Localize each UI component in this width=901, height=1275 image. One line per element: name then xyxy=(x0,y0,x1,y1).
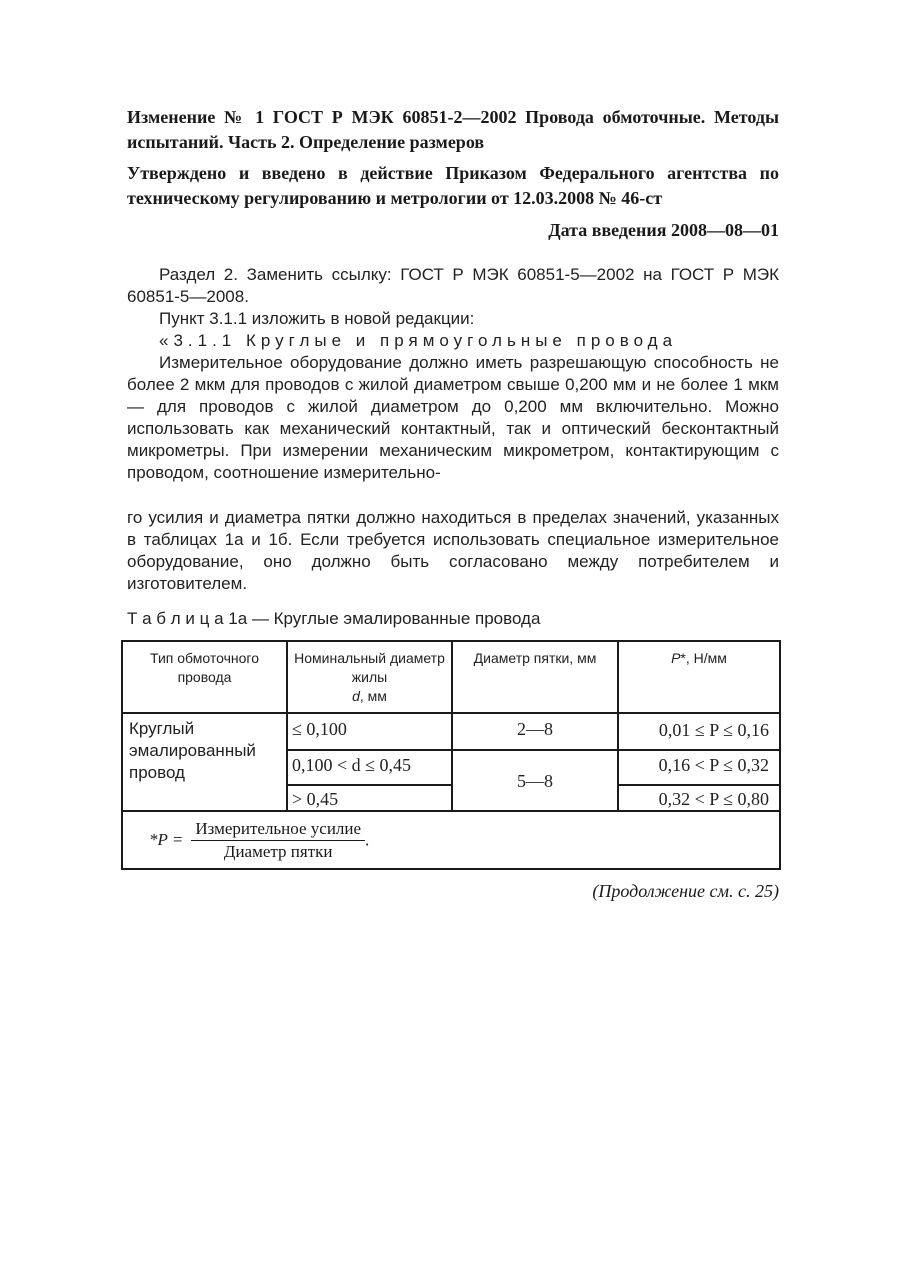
equipment-paragraph: Измерительное оборудование должно иметь разрешающую способность не более 2 мкм для проводов с жилой диаметром свыше 0,200 мм и не более 1 мкм — для проводов с жилой диаметром до 0,200 мм включительно. Можно использовать как механический контактный, так и оптический бесконтактный микрометры. При измерении механическим микрометром, контактирующим с проводом, соотношение измерительно- xyxy=(127,353,779,482)
wire-type-cell: Круглый эмалированный провод xyxy=(122,713,287,811)
formula-cell xyxy=(122,811,780,869)
formula-fraction xyxy=(191,819,365,862)
heel-cell: 2—8 xyxy=(452,713,618,750)
continuation-note: (Продолжение см. с. 25) xyxy=(592,881,779,901)
table-header-row xyxy=(122,641,780,713)
equipment-paragraph-continued: го усилия и диаметра пятки должно находиться в пределах значений, указанных в таблицах 1а и 1б. Если требуется использовать специальное измерительное оборудование, оно должно быть согласовано между потребителем и изготовителем. xyxy=(127,508,779,593)
diameter-cell: ≤ 0,100 xyxy=(287,713,452,750)
formula-lhs: *P = xyxy=(149,830,184,849)
amendment-title: Изменение № 1 ГОСТ Р МЭК 60851-2—2002 Провода обмоточные. Методы испытаний. Часть 2. Определение размеров xyxy=(127,107,779,152)
diameter-cell: 0,100 < d ≤ 0,45 xyxy=(287,750,452,785)
heel-cell: 5—8 xyxy=(452,750,618,811)
clause-3-1-1-intro: Пункт 3.1.1 изложить в новой редакции: xyxy=(159,309,475,328)
clause-3-1-1-heading: «3.1.1 Круглые и прямоугольные провода xyxy=(159,331,678,350)
table-row xyxy=(122,713,780,750)
table-caption: Т а б л и ц а 1а — Круглые эмалированные провода xyxy=(127,609,541,628)
formula-denominator: Диаметр пятки xyxy=(223,841,333,861)
formula-period: . xyxy=(365,830,370,849)
header-wire-type: Тип обмоточного провода xyxy=(122,641,287,713)
table-footnote-row xyxy=(122,811,780,869)
formula-numerator: Измерительное усилие xyxy=(191,819,365,841)
force-cell: 0,01 ≤ P ≤ 0,16 xyxy=(618,713,780,750)
header-force-ratio: P*, Н/мм xyxy=(618,641,780,713)
header-nominal-diameter: Номинальный диаметр жилы d, мм xyxy=(287,641,452,713)
section-2-paragraph: Раздел 2. Заменить ссылку: ГОСТ Р МЭК 60851-5—2002 на ГОСТ Р МЭК 60851-5—2008. xyxy=(127,265,779,306)
force-cell: 0,32 < P ≤ 0,80 xyxy=(618,785,780,811)
table-1a xyxy=(121,640,781,870)
header-heel-diameter: Диаметр пятки, мм xyxy=(452,641,618,713)
effective-date: Дата введения 2008—08—01 xyxy=(548,220,779,240)
diameter-cell: > 0,45 xyxy=(287,785,452,811)
force-cell: 0,16 < P ≤ 0,32 xyxy=(618,750,780,785)
approval-statement: Утверждено и введено в действие Приказом Федерального агентства по техническому регулированию и метрологии от 12.03.2008 № 46-ст xyxy=(127,163,779,208)
